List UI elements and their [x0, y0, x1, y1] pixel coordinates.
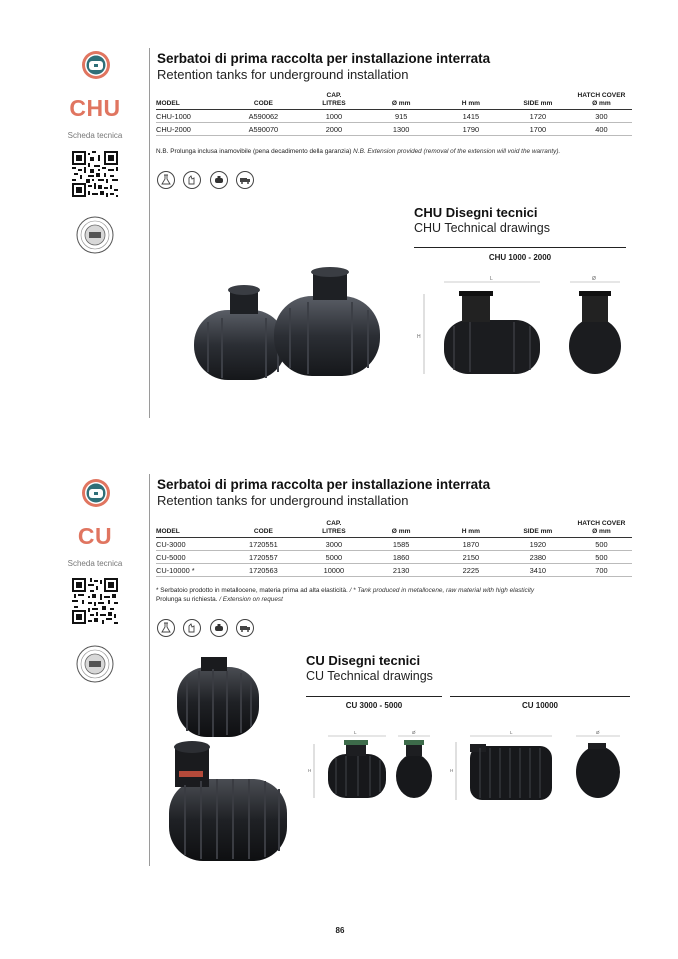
dim-label-diameter: Ø	[412, 730, 416, 735]
drawings-rule-left	[306, 696, 442, 697]
section-title-it: Serbatoi di prima raccolta per installazione interrata	[157, 51, 491, 66]
section-title-it: Serbatoi di prima raccolta per installazione interrata	[157, 477, 491, 492]
table-row	[156, 110, 632, 123]
cell-model: CU-10000 *	[156, 564, 224, 577]
cell-capacity: 10000	[302, 564, 365, 577]
col-header-code: CODE	[224, 92, 302, 110]
tank-type-icon	[210, 171, 228, 189]
col-header-height: H mm	[437, 520, 505, 538]
cu-3000-5000-technical-drawing	[306, 716, 446, 806]
certification-seal-icon	[76, 645, 114, 683]
tank-type-icon	[210, 619, 228, 637]
scheda-tecnica-label: Scheda tecnica	[67, 131, 123, 140]
cell-side: 1920	[505, 538, 571, 551]
cell-side: 1720	[505, 110, 571, 123]
certification-icons	[157, 619, 258, 637]
cell-hatch: 700	[571, 564, 632, 577]
dim-label-height: H	[308, 768, 312, 773]
note-it: * Serbatoio prodotto in metallocene, materia prima ad alta elasticità.	[156, 587, 348, 594]
hand-hygiene-icon	[183, 171, 201, 189]
tank-badge-icon	[81, 50, 111, 80]
scheda-tecnica-label: Scheda tecnica	[67, 559, 123, 568]
specification-table	[156, 92, 632, 136]
col-header-model: MODEL	[156, 92, 224, 110]
col-header-height: H mm	[437, 92, 505, 110]
cell-diameter: 1585	[365, 538, 437, 551]
note-it: N.B. Prolunga inclusa inamovibile (pena decadimento della garanzia)	[156, 148, 352, 155]
col-header-capacity: CAP. LITRES	[302, 92, 365, 110]
drawings-rule	[414, 247, 626, 248]
dim-label-length: L	[510, 730, 513, 735]
product-code: CU	[77, 523, 113, 549]
cell-model: CHU-1000	[156, 110, 224, 123]
truck-delivery-icon	[236, 171, 254, 189]
cell-capacity: 1000	[302, 110, 365, 123]
table-header-row	[156, 520, 632, 538]
cell-capacity: 5000	[302, 551, 365, 564]
chu-product-photo	[190, 262, 390, 392]
cell-diameter: 2130	[365, 564, 437, 577]
product-code: CHU	[69, 95, 121, 121]
table-row	[156, 123, 632, 136]
table-note	[156, 148, 636, 157]
truck-delivery-icon	[236, 619, 254, 637]
col-header-side: SIDE mm	[505, 520, 571, 538]
section-title-en: Retention tanks for underground installation	[157, 493, 409, 508]
cell-height: 1415	[437, 110, 505, 123]
col-header-diameter: Ø mm	[365, 520, 437, 538]
table-header-row	[156, 92, 632, 110]
cell-hatch: 500	[571, 538, 632, 551]
note-en: / * Tank produced in metallocene, raw material with high elasticity	[349, 587, 535, 594]
table-row	[156, 538, 632, 551]
note2-en: / Extension on request	[219, 595, 283, 603]
lab-flask-icon	[157, 171, 175, 189]
certification-seal-icon	[76, 216, 114, 254]
dim-label-diameter: Ø	[592, 276, 596, 282]
col-header-hatch: HATCH COVER Ø mm	[571, 92, 632, 110]
drawings-title-en: CU Technical drawings	[306, 669, 433, 683]
hand-hygiene-icon	[183, 619, 201, 637]
cell-diameter: 1300	[365, 123, 437, 136]
cell-model: CU-3000	[156, 538, 224, 551]
cell-side: 3410	[505, 564, 571, 577]
cu-product-photo	[165, 655, 295, 865]
cell-height: 2150	[437, 551, 505, 564]
col-header-model: MODEL	[156, 520, 224, 538]
cell-capacity: 2000	[302, 123, 365, 136]
cell-code: 1720563	[224, 564, 302, 577]
cell-model: CU-5000	[156, 551, 224, 564]
cell-model: CHU-2000	[156, 123, 224, 136]
cell-side: 1700	[505, 123, 571, 136]
page-number: 86	[335, 926, 345, 935]
dim-label-height: H	[450, 768, 454, 773]
note2-it: Prolunga su richiesta.	[156, 595, 218, 603]
cell-height: 2225	[437, 564, 505, 577]
section-divider-line	[149, 474, 150, 866]
cell-capacity: 3000	[302, 538, 365, 551]
cell-code: A590070	[224, 123, 302, 136]
drawings-title-it: CHU Disegni tecnici	[414, 205, 538, 220]
section-title-en: Retention tanks for underground installation	[157, 67, 409, 82]
dim-label-length: L	[490, 276, 493, 282]
tank-badge-icon	[81, 478, 111, 508]
specification-table	[156, 520, 632, 577]
dim-label-height: H	[417, 334, 421, 340]
drawing-range-label: CU 10000	[521, 701, 559, 710]
cell-diameter: 915	[365, 110, 437, 123]
drawing-range-label: CU 3000 - 5000	[345, 701, 403, 710]
certification-icons	[157, 171, 258, 189]
cell-hatch: 500	[571, 551, 632, 564]
col-header-side: SIDE mm	[505, 92, 571, 110]
drawings-title-it: CU Disegni tecnici	[306, 653, 421, 668]
dim-label-diameter: Ø	[596, 730, 600, 735]
cell-height: 1790	[437, 123, 505, 136]
cell-hatch: 300	[571, 110, 632, 123]
note-en: N.B. Extension provided (removal of the extension will void the warranty).	[353, 148, 561, 155]
cell-hatch: 400	[571, 123, 632, 136]
col-header-diameter: Ø mm	[365, 92, 437, 110]
cell-code: 1720551	[224, 538, 302, 551]
qr-code-icon[interactable]	[72, 151, 118, 197]
cell-code: 1720557	[224, 551, 302, 564]
drawings-rule-right	[450, 696, 630, 697]
cu-10000-technical-drawing	[450, 716, 630, 806]
dim-label-length: L	[354, 730, 357, 735]
lab-flask-icon	[157, 619, 175, 637]
drawings-title-en: CHU Technical drawings	[414, 221, 550, 235]
drawing-range-label: CHU 1000 - 2000	[488, 253, 552, 262]
cell-height: 1870	[437, 538, 505, 551]
table-row	[156, 564, 632, 577]
cell-side: 2380	[505, 551, 571, 564]
col-header-hatch: HATCH COVER Ø mm	[571, 520, 632, 538]
chu-technical-drawing	[414, 268, 630, 388]
col-header-capacity: CAP. LITRES	[302, 520, 365, 538]
section-divider-line	[149, 48, 150, 418]
table-note	[156, 587, 636, 604]
cell-diameter: 1860	[365, 551, 437, 564]
qr-code-icon[interactable]	[72, 578, 118, 624]
cell-code: A590062	[224, 110, 302, 123]
col-header-code: CODE	[224, 520, 302, 538]
table-row	[156, 551, 632, 564]
